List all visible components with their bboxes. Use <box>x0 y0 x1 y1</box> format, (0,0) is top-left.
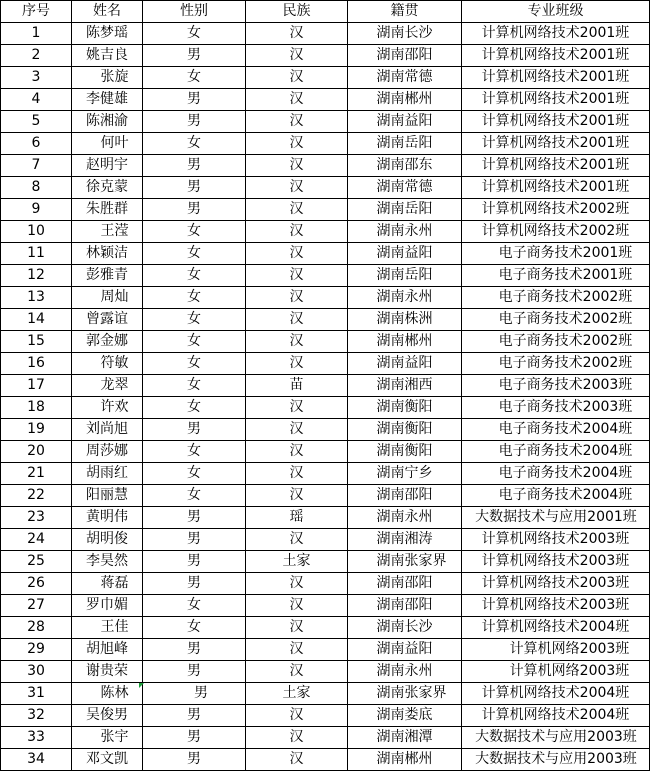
cell-native-place: 湖南株洲 <box>348 309 462 331</box>
cell-ethnicity: 汉 <box>246 265 348 287</box>
cell-comment-marker <box>139 683 144 688</box>
table-row <box>1 617 650 639</box>
cell-index: 17 <box>1 375 72 397</box>
cell-index: 21 <box>1 463 72 485</box>
table-row <box>1 727 650 749</box>
cell-gender: 男 <box>143 639 246 661</box>
cell-ethnicity: 汉 <box>246 529 348 551</box>
cell-class: 计算机网络技术2003班 <box>462 529 650 551</box>
cell-index: 19 <box>1 419 72 441</box>
cell-index: 25 <box>1 551 72 573</box>
cell-gender: 男 <box>143 111 246 133</box>
cell-gender: 女 <box>143 441 246 463</box>
cell-index: 33 <box>1 727 72 749</box>
cell-native-place: 湖南长沙 <box>348 617 462 639</box>
cell-ethnicity: 汉 <box>246 221 348 243</box>
cell-gender: 女 <box>143 67 246 89</box>
cell-index: 9 <box>1 199 72 221</box>
cell-ethnicity: 汉 <box>246 705 348 727</box>
table-row <box>1 485 650 507</box>
table-row <box>1 331 650 353</box>
header-cell-name: 姓名 <box>72 1 143 23</box>
cell-class: 计算机网络技术2004班 <box>462 705 650 727</box>
cell-index: 7 <box>1 155 72 177</box>
cell-name: 徐克蒙 <box>72 177 143 199</box>
cell-class: 计算机网络技术2003班 <box>462 595 650 617</box>
cell-ethnicity: 汉 <box>246 397 348 419</box>
cell-index: 12 <box>1 265 72 287</box>
cell-class: 电子商务技术2001班 <box>462 265 650 287</box>
cell-class: 计算机网络技术2001班 <box>462 177 650 199</box>
table-row <box>1 133 650 155</box>
cell-name: 龙翠 <box>72 375 143 397</box>
cell-index: 32 <box>1 705 72 727</box>
cell-native-place: 湖南邵阳 <box>348 595 462 617</box>
cell-ethnicity: 汉 <box>246 111 348 133</box>
cell-gender: 男 <box>143 551 246 573</box>
cell-ethnicity: 汉 <box>246 617 348 639</box>
header-cell-ethnicity: 民族 <box>246 1 348 23</box>
table-row <box>1 23 650 45</box>
cell-class: 电子商务技术2004班 <box>462 485 650 507</box>
header-cell-gender: 性别 <box>143 1 246 23</box>
cell-gender: 女 <box>143 397 246 419</box>
cell-class: 计算机网络2003班 <box>462 661 650 683</box>
cell-class: 计算机网络技术2004班 <box>462 617 650 639</box>
cell-gender: 女 <box>143 133 246 155</box>
cell-ethnicity: 土家 <box>246 551 348 573</box>
cell-name: 黄明伟 <box>72 507 143 529</box>
cell-name: 陈湘渝 <box>72 111 143 133</box>
table-row <box>1 507 650 529</box>
cell-class: 电子商务技术2002班 <box>462 353 650 375</box>
cell-index: 22 <box>1 485 72 507</box>
table-row <box>1 551 650 573</box>
cell-name: 张宇 <box>72 727 143 749</box>
cell-gender: 男 <box>143 155 246 177</box>
cell-native-place: 湖南邵东 <box>348 155 462 177</box>
cell-ethnicity: 汉 <box>246 309 348 331</box>
cell-native-place: 湖南郴州 <box>348 331 462 353</box>
table-row <box>1 463 650 485</box>
cell-native-place: 湖南娄底 <box>348 705 462 727</box>
table-row <box>1 89 650 111</box>
cell-name: 胡雨红 <box>72 463 143 485</box>
cell-native-place: 湖南永州 <box>348 221 462 243</box>
cell-native-place: 湖南永州 <box>348 287 462 309</box>
cell-name: 罗巾媚 <box>72 595 143 617</box>
cell-name: 谢贵荣 <box>72 661 143 683</box>
cell-native-place: 湖南常德 <box>348 177 462 199</box>
cell-ethnicity: 汉 <box>246 199 348 221</box>
cell-gender: 女 <box>143 617 246 639</box>
cell-name: 郭金娜 <box>72 331 143 353</box>
table-row <box>1 265 650 287</box>
cell-name: 张旋 <box>72 67 143 89</box>
cell-gender: 男 <box>143 199 246 221</box>
cell-class: 电子商务技术2004班 <box>462 441 650 463</box>
cell-index: 18 <box>1 397 72 419</box>
cell-class: 电子商务技术2002班 <box>462 331 650 353</box>
table-row <box>1 397 650 419</box>
cell-native-place: 湖南永州 <box>348 507 462 529</box>
cell-ethnicity: 汉 <box>246 639 348 661</box>
cell-native-place: 湖南岳阳 <box>348 199 462 221</box>
cell-name: 李健雄 <box>72 89 143 111</box>
cell-gender: 男 <box>143 177 246 199</box>
cell-native-place: 湖南衡阳 <box>348 397 462 419</box>
table-row <box>1 287 650 309</box>
cell-ethnicity: 汉 <box>246 177 348 199</box>
table-row <box>1 705 650 727</box>
cell-ethnicity: 汉 <box>246 89 348 111</box>
cell-name: 周莎娜 <box>72 441 143 463</box>
cell-index: 14 <box>1 309 72 331</box>
cell-index: 10 <box>1 221 72 243</box>
cell-index: 23 <box>1 507 72 529</box>
cell-class: 大数据技术与应用2003班 <box>462 727 650 749</box>
cell-native-place: 湖南岳阳 <box>348 133 462 155</box>
cell-native-place: 湖南宁乡 <box>348 463 462 485</box>
cell-native-place: 湖南益阳 <box>348 111 462 133</box>
cell-index: 1 <box>1 23 72 45</box>
cell-name: 周灿 <box>72 287 143 309</box>
cell-index: 5 <box>1 111 72 133</box>
cell-native-place: 湖南益阳 <box>348 243 462 265</box>
cell-native-place: 湖南衡阳 <box>348 419 462 441</box>
cell-gender: 女 <box>143 221 246 243</box>
table-row <box>1 661 650 683</box>
cell-ethnicity: 汉 <box>246 353 348 375</box>
cell-class: 计算机网络技术2001班 <box>462 89 650 111</box>
header-row <box>1 1 650 23</box>
header-cell-index: 序号 <box>1 1 72 23</box>
cell-ethnicity: 瑶 <box>246 507 348 529</box>
cell-ethnicity: 汉 <box>246 23 348 45</box>
cell-gender: 男 <box>143 705 246 727</box>
cell-class: 大数据技术与应用2001班 <box>462 507 650 529</box>
cell-ethnicity: 汉 <box>246 67 348 89</box>
cell-name: 吴俊男 <box>72 705 143 727</box>
cell-ethnicity: 汉 <box>246 749 348 771</box>
cell-name: 蒋磊 <box>72 573 143 595</box>
cell-name: 姚吉良 <box>72 45 143 67</box>
cell-class: 电子商务技术2001班 <box>462 243 650 265</box>
cell-gender: 男 <box>143 89 246 111</box>
cell-ethnicity: 汉 <box>246 287 348 309</box>
table-row <box>1 683 650 705</box>
cell-index: 15 <box>1 331 72 353</box>
cell-ethnicity: 汉 <box>246 463 348 485</box>
cell-class: 计算机网络技术2001班 <box>462 111 650 133</box>
table-row <box>1 155 650 177</box>
cell-index: 29 <box>1 639 72 661</box>
cell-class: 计算机网络技术2003班 <box>462 573 650 595</box>
cell-name: 胡旭峰 <box>72 639 143 661</box>
cell-name: 彭雅青 <box>72 265 143 287</box>
cell-gender: 女 <box>143 353 246 375</box>
cell-native-place: 湖南湘涛 <box>348 529 462 551</box>
cell-name: 陈梦瑶 <box>72 23 143 45</box>
cell-name: 邓文凯 <box>72 749 143 771</box>
cell-index: 4 <box>1 89 72 111</box>
cell-class: 电子商务技术2003班 <box>462 375 650 397</box>
table-row <box>1 45 650 67</box>
cell-index: 3 <box>1 67 72 89</box>
cell-native-place: 湖南湘西 <box>348 375 462 397</box>
cell-ethnicity: 汉 <box>246 727 348 749</box>
cell-native-place: 湖南张家界 <box>348 683 462 705</box>
cell-ethnicity: 汉 <box>246 155 348 177</box>
cell-index: 34 <box>1 749 72 771</box>
cell-index: 13 <box>1 287 72 309</box>
cell-native-place: 湖南益阳 <box>348 353 462 375</box>
cell-native-place: 湖南邵阳 <box>348 485 462 507</box>
cell-class: 计算机网络技术2002班 <box>462 221 650 243</box>
cell-gender: 男 <box>143 507 246 529</box>
cell-class: 计算机网络技术2001班 <box>462 67 650 89</box>
cell-class: 计算机网络技术2002班 <box>462 199 650 221</box>
cell-index: 2 <box>1 45 72 67</box>
cell-index: 16 <box>1 353 72 375</box>
cell-class: 计算机网络技术2004班 <box>462 683 650 705</box>
cell-index: 24 <box>1 529 72 551</box>
cell-native-place: 湖南邵阳 <box>348 45 462 67</box>
cell-ethnicity: 汉 <box>246 331 348 353</box>
cell-ethnicity: 汉 <box>246 573 348 595</box>
table-row <box>1 309 650 331</box>
cell-gender: 男 <box>143 661 246 683</box>
cell-index: 27 <box>1 595 72 617</box>
cell-ethnicity: 汉 <box>246 485 348 507</box>
cell-class: 计算机网络技术2003班 <box>462 551 650 573</box>
cell-ethnicity: 汉 <box>246 441 348 463</box>
cell-class: 大数据技术与应用2003班 <box>462 749 650 771</box>
table-row <box>1 749 650 771</box>
cell-name: 林颖洁 <box>72 243 143 265</box>
cell-native-place: 湖南郴州 <box>348 89 462 111</box>
cell-name: 刘尚旭 <box>72 419 143 441</box>
cell-class: 计算机网络技术2001班 <box>462 133 650 155</box>
cell-name: 胡明俊 <box>72 529 143 551</box>
cell-ethnicity: 苗 <box>246 375 348 397</box>
cell-ethnicity: 汉 <box>246 595 348 617</box>
cell-native-place: 湖南张家界 <box>348 551 462 573</box>
cell-native-place: 湖南郴州 <box>348 749 462 771</box>
cell-gender: 男 <box>143 419 246 441</box>
roster-body <box>1 23 650 771</box>
cell-gender: 女 <box>143 265 246 287</box>
cell-gender: 女 <box>143 485 246 507</box>
cell-class: 电子商务技术2003班 <box>462 397 650 419</box>
table-row <box>1 529 650 551</box>
cell-gender: 男 <box>143 529 246 551</box>
cell-native-place: 湖南邵阳 <box>348 573 462 595</box>
cell-name: 朱胜群 <box>72 199 143 221</box>
table-row <box>1 595 650 617</box>
table-row <box>1 177 650 199</box>
cell-name: 赵明宇 <box>72 155 143 177</box>
cell-native-place: 湖南湘潭 <box>348 727 462 749</box>
cell-gender: 女 <box>143 309 246 331</box>
cell-index: 30 <box>1 661 72 683</box>
cell-class: 计算机网络技术2001班 <box>462 23 650 45</box>
cell-index: 11 <box>1 243 72 265</box>
cell-name: 王滢 <box>72 221 143 243</box>
cell-ethnicity: 汉 <box>246 243 348 265</box>
cell-class: 计算机网络2003班 <box>462 639 650 661</box>
cell-native-place: 湖南常德 <box>348 67 462 89</box>
cell-name: 许欢 <box>72 397 143 419</box>
table-row <box>1 353 650 375</box>
table-row <box>1 221 650 243</box>
cell-native-place: 湖南长沙 <box>348 23 462 45</box>
cell-gender: 男 <box>143 573 246 595</box>
cell-gender: 女 <box>143 243 246 265</box>
cell-ethnicity: 汉 <box>246 419 348 441</box>
cell-class: 计算机网络技术2001班 <box>462 155 650 177</box>
header-cell-class: 专业班级 <box>462 1 650 23</box>
cell-native-place: 湖南益阳 <box>348 639 462 661</box>
cell-ethnicity: 汉 <box>246 661 348 683</box>
table-row <box>1 67 650 89</box>
cell-class: 计算机网络技术2001班 <box>462 45 650 67</box>
cell-name: 陈林 <box>72 683 143 705</box>
table-row <box>1 441 650 463</box>
cell-index: 8 <box>1 177 72 199</box>
cell-name: 符敏 <box>72 353 143 375</box>
table-row <box>1 573 650 595</box>
header-cell-native-place: 籍贯 <box>348 1 462 23</box>
table-row <box>1 199 650 221</box>
table-row <box>1 243 650 265</box>
cell-index: 31 <box>1 683 72 705</box>
cell-index: 20 <box>1 441 72 463</box>
cell-gender: 女 <box>143 287 246 309</box>
cell-class: 电子商务技术2004班 <box>462 463 650 485</box>
cell-gender: 女 <box>143 331 246 353</box>
cell-name: 曾露谊 <box>72 309 143 331</box>
cell-index: 28 <box>1 617 72 639</box>
cell-name: 何叶 <box>72 133 143 155</box>
cell-ethnicity: 土家 <box>246 683 348 705</box>
cell-class: 电子商务技术2002班 <box>462 309 650 331</box>
cell-native-place: 湖南永州 <box>348 661 462 683</box>
cell-name: 阳丽慧 <box>72 485 143 507</box>
table-row <box>1 419 650 441</box>
cell-gender: 女 <box>143 23 246 45</box>
cell-gender: 男 <box>143 727 246 749</box>
table-row <box>1 375 650 397</box>
cell-name: 李昊然 <box>72 551 143 573</box>
cell-gender: 女 <box>143 595 246 617</box>
cell-index: 6 <box>1 133 72 155</box>
table-row <box>1 639 650 661</box>
cell-name: 王佳 <box>72 617 143 639</box>
cell-class: 电子商务技术2004班 <box>462 419 650 441</box>
cell-gender: 男 <box>143 683 246 705</box>
cell-gender: 女 <box>143 375 246 397</box>
cell-class: 电子商务技术2002班 <box>462 287 650 309</box>
cell-native-place: 湖南岳阳 <box>348 265 462 287</box>
cell-gender: 女 <box>143 463 246 485</box>
cell-index: 26 <box>1 573 72 595</box>
cell-gender: 男 <box>143 45 246 67</box>
table-row <box>1 111 650 133</box>
cell-ethnicity: 汉 <box>246 45 348 67</box>
cell-gender: 男 <box>143 749 246 771</box>
cell-native-place: 湖南衡阳 <box>348 441 462 463</box>
cell-ethnicity: 汉 <box>246 133 348 155</box>
